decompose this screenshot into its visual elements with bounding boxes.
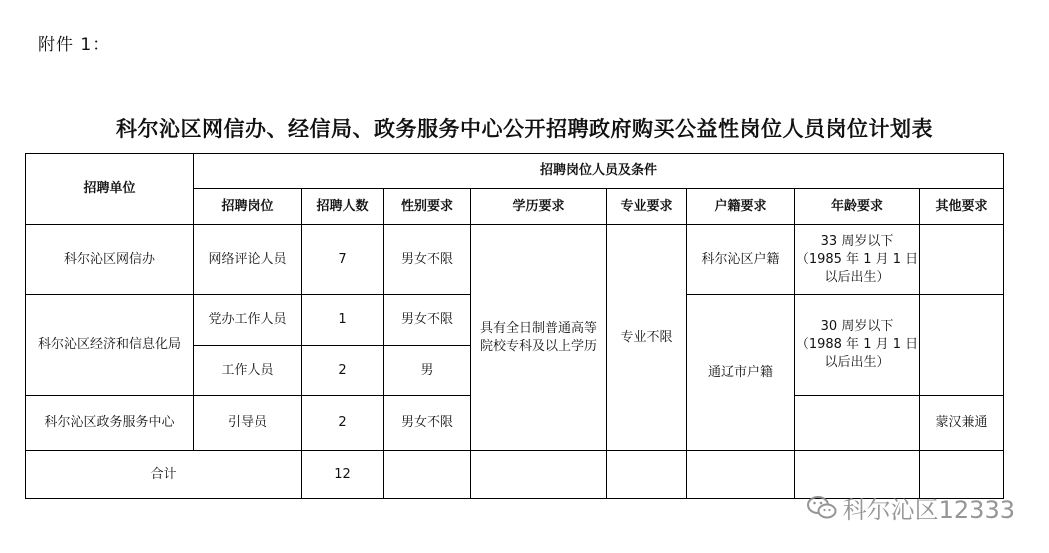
cell-unit: 科尔沁区经济和信息化局 (26, 295, 194, 396)
age-line: 以后出生） (824, 355, 890, 370)
header-count: 招聘人数 (302, 189, 384, 225)
cell-post: 引导员 (194, 396, 302, 451)
cell-other: 蒙汉兼通 (920, 396, 1004, 451)
cell-household: 通辽市户籍 (687, 295, 795, 451)
cell-gender: 男女不限 (384, 396, 471, 451)
cell-post: 党办工作人员 (194, 295, 302, 346)
cell-empty (687, 451, 795, 499)
wechat-icon (807, 495, 837, 521)
cell-gender: 男女不限 (384, 295, 471, 346)
document-title: 科尔沁区网信办、经信局、政务服务中心公开招聘政府购买公益性岗位人员岗位计划表 (116, 117, 933, 141)
cell-count: 7 (302, 225, 384, 295)
age-line: 33 周岁以下 (820, 233, 894, 249)
education-text: 具有全日制普通高等院校专科及以上学历 (479, 320, 597, 354)
cell-empty (384, 451, 471, 499)
header-education: 学历要求 (471, 189, 607, 225)
header-unit: 招聘单位 (26, 154, 194, 225)
cell-age (795, 225, 920, 295)
cell-age (795, 295, 920, 396)
cell-post: 网络评论人员 (194, 225, 302, 295)
cell-unit: 科尔沁区网信办 (26, 225, 194, 295)
cell-unit: 科尔沁区政务服务中心 (26, 396, 194, 451)
age-line: 以后出生） (824, 269, 890, 285)
cell-other (920, 295, 1004, 396)
age-line: （1985 年 1 月 1 日 (795, 251, 919, 267)
cell-other (920, 225, 1004, 295)
attachment-label: 附件 1： (38, 35, 111, 55)
cell-empty (471, 451, 607, 499)
watermark-text: 科尔沁区12333 (842, 496, 1015, 524)
header-gender: 性别要求 (384, 189, 471, 225)
cell-household: 科尔沁区户籍 (687, 225, 795, 295)
header-age: 年龄要求 (795, 189, 920, 225)
total-count: 12 (302, 451, 384, 499)
cell-major: 专业不限 (607, 225, 687, 451)
header-major: 专业要求 (607, 189, 687, 225)
cell-empty (607, 451, 687, 499)
cell-education (471, 225, 607, 451)
cell-post: 工作人员 (194, 346, 302, 396)
watermark (807, 490, 1015, 525)
age-line: （1988 年 1 月 1 日 (795, 337, 919, 352)
cell-count: 1 (302, 295, 384, 346)
recruitment-plan-table (25, 153, 1004, 499)
header-household: 户籍要求 (687, 189, 795, 225)
header-group: 招聘岗位人员及条件 (194, 154, 1004, 189)
header-other: 其他要求 (920, 189, 1004, 225)
total-label: 合计 (26, 451, 302, 499)
cell-count: 2 (302, 346, 384, 396)
cell-age (795, 396, 920, 451)
cell-gender: 男 (384, 346, 471, 396)
cell-count: 2 (302, 396, 384, 451)
header-post: 招聘岗位 (194, 189, 302, 225)
table-row (26, 225, 1004, 295)
cell-gender: 男女不限 (384, 225, 471, 295)
age-line: 30 周岁以下 (820, 319, 894, 334)
